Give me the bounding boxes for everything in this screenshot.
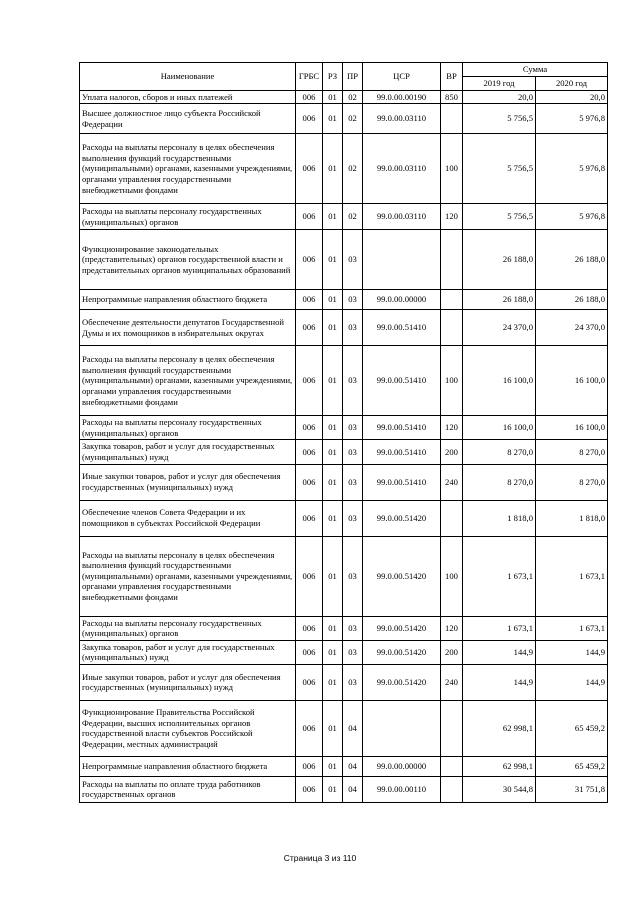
cell-pr: 03	[343, 464, 363, 500]
cell-csr: 99.0.00.00000	[363, 756, 441, 776]
cell-vr	[441, 290, 463, 310]
cell-rz: 01	[323, 700, 343, 756]
table-row	[80, 464, 608, 500]
cell-csr	[363, 230, 441, 290]
cell-rz: 01	[323, 776, 343, 802]
cell-csr: 99.0.00.00110	[363, 776, 441, 802]
cell-csr: 99.0.00.51410	[363, 310, 441, 346]
cell-sum-2020: 8 270,0	[536, 464, 608, 500]
cell-grbs: 006	[296, 90, 323, 104]
cell-name: Расходы на выплаты персоналу в целях обеспечения выполнения функций государственными (муниципальными) органами, казенными учреждениями, органами управления государственными внебюджетными фондами	[80, 134, 296, 204]
cell-sum-2020: 65 459,2	[536, 756, 608, 776]
cell-vr: 240	[441, 464, 463, 500]
cell-grbs: 006	[296, 346, 323, 416]
cell-vr	[441, 230, 463, 290]
cell-csr: 99.0.00.03110	[363, 134, 441, 204]
cell-rz: 01	[323, 440, 343, 464]
cell-vr: 100	[441, 346, 463, 416]
cell-pr: 02	[343, 204, 363, 230]
cell-vr: 200	[441, 640, 463, 664]
cell-vr	[441, 700, 463, 756]
cell-sum-2020: 26 188,0	[536, 230, 608, 290]
cell-vr: 200	[441, 440, 463, 464]
cell-pr: 03	[343, 500, 363, 536]
cell-grbs: 006	[296, 536, 323, 616]
cell-rz: 01	[323, 134, 343, 204]
cell-name: Закупка товаров, работ и услуг для государственных (муниципальных) нужд	[80, 440, 296, 464]
cell-sum-2020: 26 188,0	[536, 290, 608, 310]
cell-csr: 99.0.00.51420	[363, 664, 441, 700]
cell-csr: 99.0.00.03110	[363, 104, 441, 134]
cell-name: Расходы на выплаты персоналу государственных (муниципальных) органов	[80, 416, 296, 440]
cell-csr: 99.0.00.51410	[363, 440, 441, 464]
cell-pr: 03	[343, 416, 363, 440]
cell-grbs: 006	[296, 616, 323, 640]
header-year-2020: 2020 год	[536, 77, 608, 91]
cell-name: Расходы на выплаты персоналу государственных (муниципальных) органов	[80, 616, 296, 640]
cell-name: Иные закупки товаров, работ и услуг для обеспечения государственных (муниципальных) нужд	[80, 664, 296, 700]
cell-rz: 01	[323, 310, 343, 346]
cell-vr: 120	[441, 204, 463, 230]
cell-name: Непрограммные направления областного бюджета	[80, 756, 296, 776]
cell-grbs: 006	[296, 640, 323, 664]
header-pr: ПР	[343, 63, 363, 91]
cell-grbs: 006	[296, 440, 323, 464]
cell-sum-2019: 5 756,5	[463, 134, 536, 204]
cell-pr: 03	[343, 230, 363, 290]
table-row	[80, 700, 608, 756]
table-row	[80, 664, 608, 700]
cell-rz: 01	[323, 346, 343, 416]
cell-pr: 03	[343, 536, 363, 616]
cell-csr: 99.0.00.00000	[363, 290, 441, 310]
cell-csr: 99.0.00.51420	[363, 500, 441, 536]
header-year-2019: 2019 год	[463, 77, 536, 91]
header-name: Наименование	[80, 63, 296, 91]
cell-sum-2019: 26 188,0	[463, 230, 536, 290]
header-grbs: ГРБС	[296, 63, 323, 91]
cell-name: Высшее должностное лицо субъекта Российской Федерации	[80, 104, 296, 134]
header-csr: ЦСР	[363, 63, 441, 91]
cell-vr: 120	[441, 616, 463, 640]
cell-grbs: 006	[296, 134, 323, 204]
table-row	[80, 204, 608, 230]
table-row	[80, 310, 608, 346]
cell-sum-2020: 1 673,1	[536, 616, 608, 640]
cell-grbs: 006	[296, 700, 323, 756]
cell-csr: 99.0.00.51410	[363, 464, 441, 500]
cell-sum-2020: 5 976,8	[536, 104, 608, 134]
cell-name: Уплата налогов, сборов и иных платежей	[80, 90, 296, 104]
cell-vr	[441, 104, 463, 134]
cell-sum-2020: 144,9	[536, 664, 608, 700]
cell-grbs: 006	[296, 204, 323, 230]
cell-sum-2020: 1 818,0	[536, 500, 608, 536]
cell-sum-2020: 24 370,0	[536, 310, 608, 346]
cell-csr: 99.0.00.51420	[363, 536, 441, 616]
table-row	[80, 230, 608, 290]
table-row	[80, 90, 608, 104]
cell-grbs: 006	[296, 290, 323, 310]
cell-pr: 04	[343, 776, 363, 802]
cell-name: Расходы на выплаты по оплате труда работников государственных органов	[80, 776, 296, 802]
cell-grbs: 006	[296, 104, 323, 134]
table-row	[80, 134, 608, 204]
cell-vr	[441, 776, 463, 802]
header-rz: РЗ	[323, 63, 343, 91]
table-row	[80, 500, 608, 536]
cell-vr: 100	[441, 536, 463, 616]
cell-csr: 99.0.00.51420	[363, 640, 441, 664]
cell-rz: 01	[323, 416, 343, 440]
cell-grbs: 006	[296, 756, 323, 776]
cell-vr: 100	[441, 134, 463, 204]
cell-csr: 99.0.00.00190	[363, 90, 441, 104]
cell-pr: 03	[343, 310, 363, 346]
table-row	[80, 640, 608, 664]
cell-sum-2019: 20,0	[463, 90, 536, 104]
cell-csr	[363, 700, 441, 756]
cell-name: Расходы на выплаты персоналу в целях обеспечения выполнения функций государственными (муниципальными) органами, казенными учреждениями, органами управления государственными внебюджетными фондами	[80, 346, 296, 416]
cell-rz: 01	[323, 464, 343, 500]
cell-name: Закупка товаров, работ и услуг для государственных (муниципальных) нужд	[80, 640, 296, 664]
table-row	[80, 616, 608, 640]
cell-sum-2019: 26 188,0	[463, 290, 536, 310]
cell-sum-2020: 16 100,0	[536, 416, 608, 440]
page-number: Страница 3 из 110	[283, 853, 357, 863]
table-row	[80, 776, 608, 802]
cell-pr: 03	[343, 616, 363, 640]
table-row	[80, 416, 608, 440]
cell-sum-2020: 5 976,8	[536, 204, 608, 230]
cell-sum-2020: 5 976,8	[536, 134, 608, 204]
cell-name: Расходы на выплаты персоналу государственных (муниципальных) органов	[80, 204, 296, 230]
cell-rz: 01	[323, 290, 343, 310]
cell-sum-2020: 16 100,0	[536, 346, 608, 416]
cell-grbs: 006	[296, 664, 323, 700]
cell-sum-2019: 24 370,0	[463, 310, 536, 346]
cell-rz: 01	[323, 640, 343, 664]
cell-rz: 01	[323, 756, 343, 776]
cell-grbs: 006	[296, 500, 323, 536]
cell-vr: 240	[441, 664, 463, 700]
cell-rz: 01	[323, 664, 343, 700]
cell-name: Расходы на выплаты персоналу в целях обеспечения выполнения функций государственными (муниципальными) органами, казенными учреждениями, органами управления государственными внебюджетными фондами	[80, 536, 296, 616]
cell-pr: 02	[343, 134, 363, 204]
cell-sum-2019: 5 756,5	[463, 104, 536, 134]
cell-grbs: 006	[296, 416, 323, 440]
cell-pr: 02	[343, 90, 363, 104]
cell-pr: 03	[343, 346, 363, 416]
cell-sum-2019: 30 544,8	[463, 776, 536, 802]
cell-name: Иные закупки товаров, работ и услуг для обеспечения государственных (муниципальных) нужд	[80, 464, 296, 500]
table-row	[80, 104, 608, 134]
cell-rz: 01	[323, 500, 343, 536]
cell-sum-2019: 16 100,0	[463, 416, 536, 440]
cell-sum-2020: 1 673,1	[536, 536, 608, 616]
cell-pr: 04	[343, 756, 363, 776]
table-row	[80, 290, 608, 310]
header-sum: Сумма	[463, 63, 608, 77]
cell-csr: 99.0.00.03110	[363, 204, 441, 230]
cell-sum-2020: 31 751,8	[536, 776, 608, 802]
cell-csr: 99.0.00.51410	[363, 416, 441, 440]
header-vr: ВР	[441, 63, 463, 91]
cell-vr: 850	[441, 90, 463, 104]
cell-sum-2019: 5 756,5	[463, 204, 536, 230]
cell-grbs: 006	[296, 230, 323, 290]
cell-csr: 99.0.00.51420	[363, 616, 441, 640]
cell-vr	[441, 500, 463, 536]
cell-sum-2020: 144,9	[536, 640, 608, 664]
cell-pr: 03	[343, 440, 363, 464]
cell-pr: 03	[343, 640, 363, 664]
cell-rz: 01	[323, 90, 343, 104]
cell-sum-2019: 62 998,1	[463, 756, 536, 776]
cell-csr: 99.0.00.51410	[363, 346, 441, 416]
cell-sum-2020: 65 459,2	[536, 700, 608, 756]
table-row	[80, 536, 608, 616]
cell-rz: 01	[323, 230, 343, 290]
cell-sum-2020: 8 270,0	[536, 440, 608, 464]
cell-rz: 01	[323, 204, 343, 230]
table-body	[80, 90, 608, 802]
cell-grbs: 006	[296, 464, 323, 500]
cell-pr: 04	[343, 700, 363, 756]
cell-vr	[441, 756, 463, 776]
cell-name: Обеспечение деятельности депутатов Государственной Думы и их помощников в избирательных округах	[80, 310, 296, 346]
cell-name: Функционирование законодательных (представительных) органов государственной власти и представительных органов муниципальных образований	[80, 230, 296, 290]
cell-rz: 01	[323, 104, 343, 134]
cell-name: Функционирование Правительства Российской Федерации, высших исполнительных органов государственной власти субъектов Российской Федерации, местных администраций	[80, 700, 296, 756]
cell-sum-2019: 62 998,1	[463, 700, 536, 756]
cell-grbs: 006	[296, 310, 323, 346]
cell-vr: 120	[441, 416, 463, 440]
cell-vr	[441, 310, 463, 346]
cell-sum-2019: 144,9	[463, 664, 536, 700]
cell-sum-2019: 1 673,1	[463, 616, 536, 640]
table-row	[80, 440, 608, 464]
cell-name: Непрограммные направления областного бюджета	[80, 290, 296, 310]
table-row	[80, 756, 608, 776]
cell-sum-2019: 16 100,0	[463, 346, 536, 416]
cell-rz: 01	[323, 616, 343, 640]
cell-sum-2019: 144,9	[463, 640, 536, 664]
cell-sum-2019: 1 818,0	[463, 500, 536, 536]
cell-sum-2020: 20,0	[536, 90, 608, 104]
cell-sum-2019: 1 673,1	[463, 536, 536, 616]
cell-pr: 03	[343, 664, 363, 700]
cell-pr: 02	[343, 104, 363, 134]
cell-name: Обеспечение членов Совета Федерации и их помощников в субъектах Российской Федерации	[80, 500, 296, 536]
cell-pr: 03	[343, 290, 363, 310]
cell-rz: 01	[323, 536, 343, 616]
cell-grbs: 006	[296, 776, 323, 802]
cell-sum-2019: 8 270,0	[463, 440, 536, 464]
table-row	[80, 346, 608, 416]
cell-sum-2019: 8 270,0	[463, 464, 536, 500]
budget-table	[79, 62, 608, 803]
